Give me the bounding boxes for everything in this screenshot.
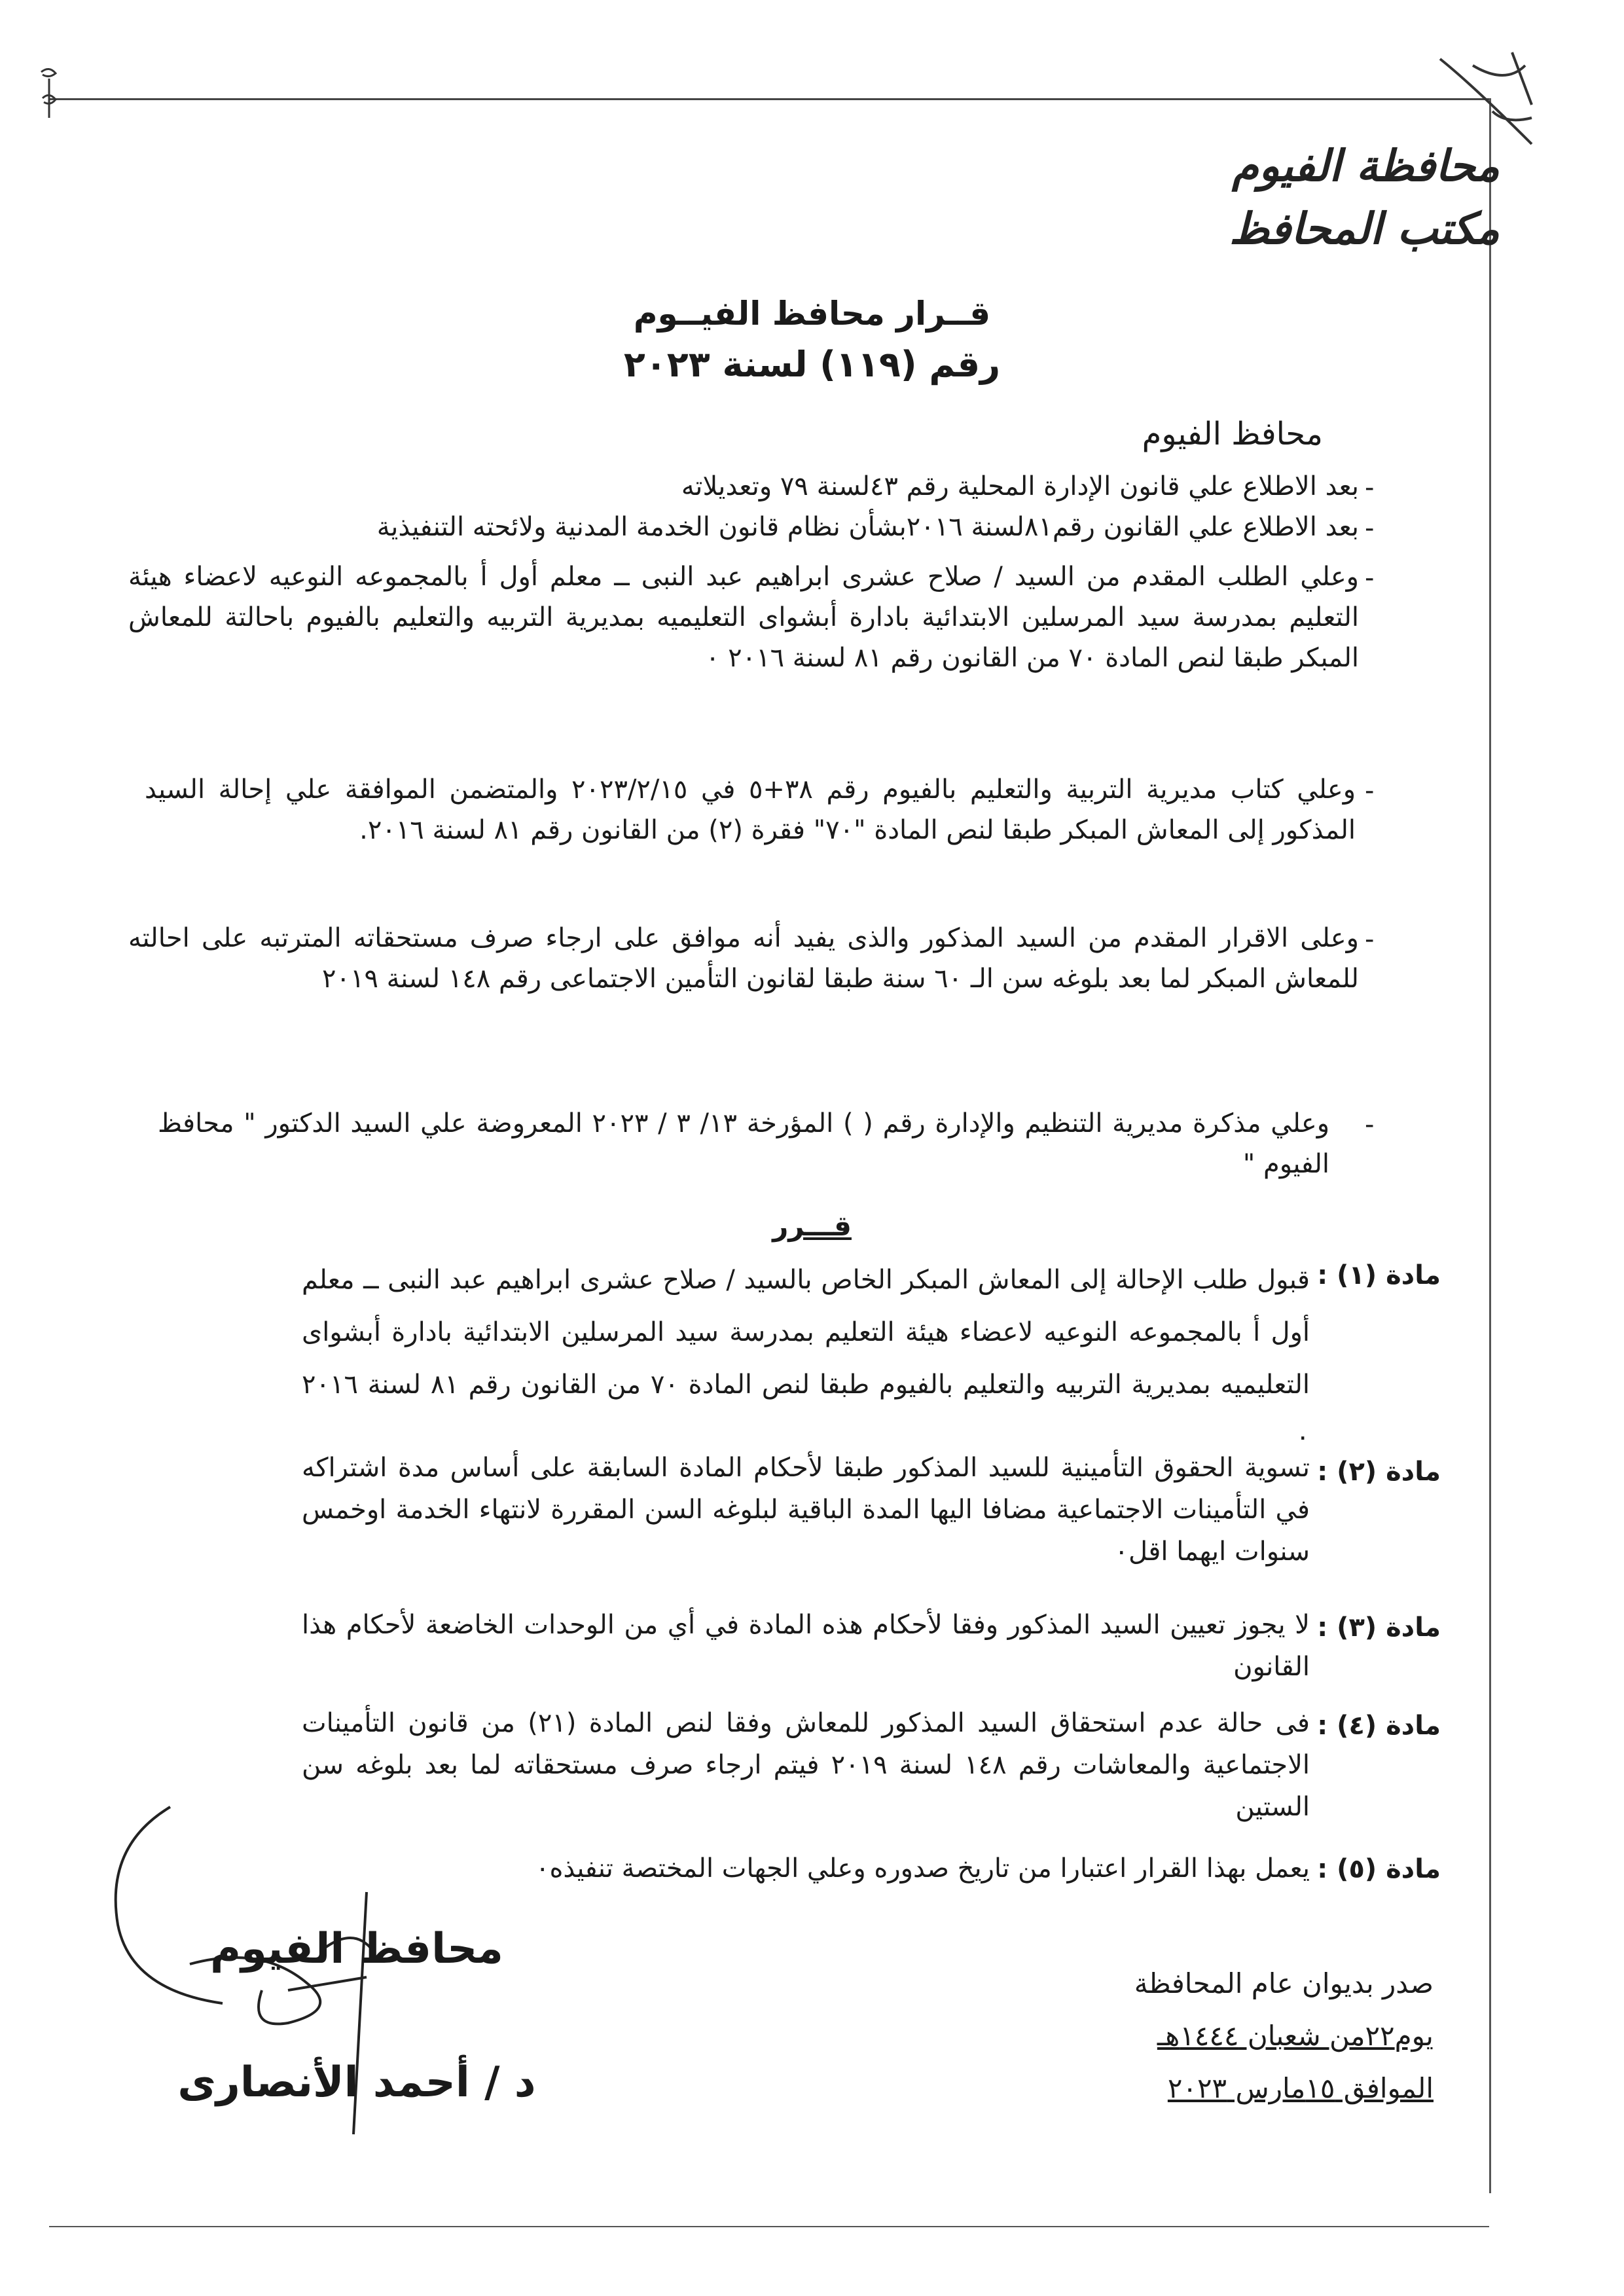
article-text: تسوية الحقوق التأمينية للسيد المذكور طبقا لأحكام المادة السابقة على أساس مدة اشتراكه في التأمينات الاجتماعية مضافا اليها المدة الباقية لبلوغه السن المقررة لانتهاء الخدمة اوخمس سنوات ايهما اقل٠ (302, 1453, 1310, 1567)
bullet-marker: - (1365, 1110, 1375, 1140)
article-label: مادة (٣) : (1317, 1613, 1441, 1643)
bullet-marker: - (1365, 563, 1375, 593)
page-border-top (49, 98, 1489, 100)
article-text: يعمل بهذا القرار اعتبارا من تاريخ صدوره وعلي الجهات المختصة تنفيذه٠ (535, 1853, 1310, 1884)
decree-heading: قـــرر (772, 1210, 852, 1242)
issued-place: صدر بديوان عام المحافظة (1134, 1967, 1434, 1999)
signature-block (144, 1925, 569, 2107)
preamble-item: وعلي مذكرة مديرية التنظيم والإدارة رقم ( ) المؤرخة ١٣/ ٣ / ٢٠٢٣ المعروضة علي السيد الدكتور " محافظ الفيوم " (158, 1108, 1330, 1179)
signer-name: د / أحمد الأنصارى (177, 2058, 536, 2107)
article-label: مادة (٤) : (1317, 1711, 1441, 1741)
corner-mark-icon (36, 65, 62, 124)
preamble-item: بعد الاطلاع علي قانون الإدارة المحلية رقم ٤٣لسنة ٧٩ وتعديلاته (681, 471, 1359, 501)
issued-gregorian-date: الموافق ١٥مارس ٢٠٢٣ (1167, 2072, 1434, 2104)
preamble-item: بعد الاطلاع علي القانون رقم٨١لسنة ٢٠١٦بشأن نظام قانون الخدمة المدنية ولائحته التنفيذية (376, 512, 1359, 542)
issuance-block (1067, 1958, 1434, 2115)
article-text: لا يجوز تعيين السيد المذكور وفقا لأحكام هذه المادة في أي من الوحدات الخاضعة لأحكام هذا القانون (302, 1610, 1310, 1682)
bullet-marker: - (1365, 924, 1375, 955)
bullet-marker: - (1365, 513, 1375, 543)
article-text: قبول طلب الإحالة إلى المعاش المبكر الخاص بالسيد / صلاح عشرى ابراهيم عبد النبى ــ معلم أول أ بالمجموعه النوعيه لاعضاء هيئة التعليم بمدرسة سيد المرسلين الابتدائية بادارة أبشواى التعليميه بمديرية التربيه والتعليم بالفيوم طبقا لنص المادة ٧٠ من القانون رقم ٨١ لسنة ٢٠١٦ ٠ (302, 1265, 1310, 1452)
article-label: مادة (٢) : (1317, 1457, 1441, 1487)
preamble-item: وعلي كتاب مديرية التربية والتعليم بالفيوم رقم ٣٨+٥ في ٢٠٢٣/٢/١٥ والمتضمن الموافقة علي إحالة السيد المذكور إلى المعاش المبكر طبقا لنص المادة "٧٠" فقرة (٢) من القانون رقم ٨١ لسنة ٢٠١٦. (145, 774, 1356, 845)
decree-number: رقم (١١٩) لسنة ٢٠٢٣ (623, 344, 1001, 385)
article-text: فى حالة عدم استحقاق السيد المذكور للمعاش وفقا لنص المادة (٢١) من قانون التأمينات الاجتماعية والمعاشات رقم ١٤٨ لسنة ٢٠١٩ فيتم ارجاء صرف مستحقاته لما بعد بلوغه سن الستين (302, 1708, 1310, 1822)
preamble-item: وعلي الطلب المقدم من السيد / صلاح عشرى ابراهيم عبد النبى ــ معلم أول أ بالمجموعه النوعيه لاعضاء هيئة التعليم بمدرسة سيد المرسلين الابتدائية بادارة أبشواى التعليميه بمديرية التربيه والتعليم بالفيوم باحالتة للمعاش المبكر طبقا لنص المادة ٧٠ من القانون رقم ٨١ لسنة ٢٠١٦ ٠ (128, 562, 1359, 673)
article-label: مادة (٥) : (1317, 1854, 1441, 1884)
article-label: مادة (١) : (1317, 1260, 1441, 1290)
page-border-right (1489, 98, 1491, 2193)
governorate-name: محافظة الفيوم (1232, 140, 1500, 191)
decree-title: قــرار محافظ الفيــوم (633, 295, 991, 333)
preamble-governor-label: محافظ الفيوم (1142, 416, 1323, 452)
issuer-header (1041, 134, 1500, 260)
governor-office: مكتب المحافظ (1229, 203, 1500, 254)
signer-title: محافظ الفيوم (210, 1925, 503, 1973)
bullet-marker: - (1365, 473, 1375, 503)
page-border-bottom (49, 2226, 1489, 2227)
preamble-item: وعلى الاقرار المقدم من السيد المذكور والذى يفيد أنه موافق على ارجاء صرف مستحقاته المترتبه على احالته للمعاش المبكر لما بعد بلوغه سن الـ ٦٠ سنة طبقا لقانون التأمين الاجتماعى رقم ١٤٨ لسنة ٢٠١٩ (128, 923, 1359, 994)
bullet-marker: - (1365, 776, 1375, 806)
issued-hijri-date: يوم٢٢من شعبان ١٤٤٤هـ (1157, 2020, 1434, 2052)
